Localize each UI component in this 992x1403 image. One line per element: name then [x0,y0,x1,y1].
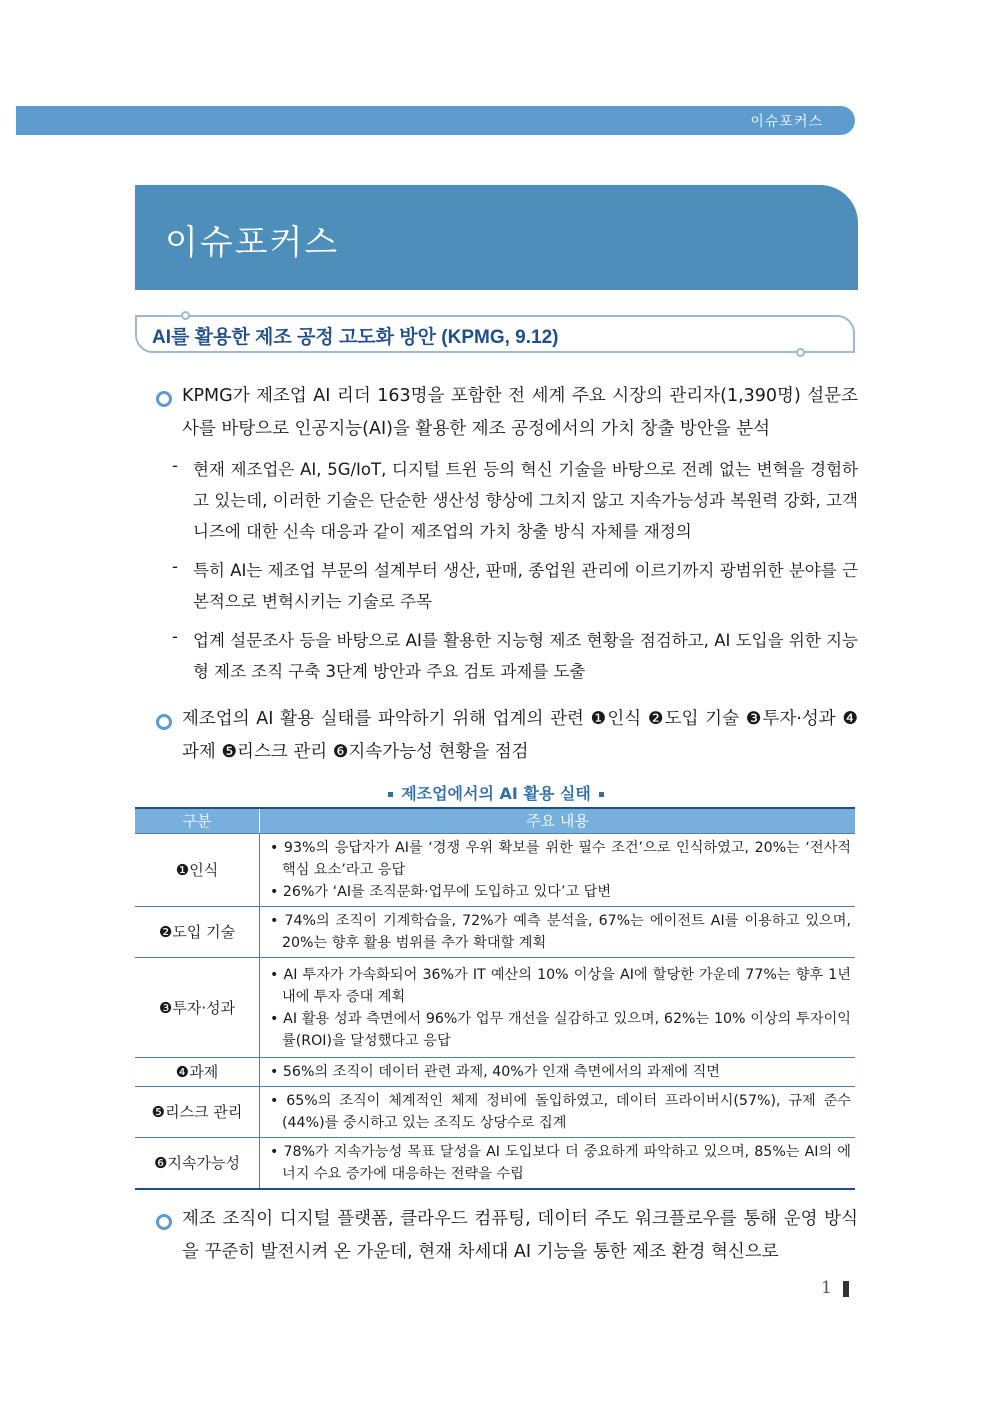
column-header: 주요 내용 [260,808,856,834]
row-item: • 93%의 응답자가 AI를 ‘경쟁 우위 확보를 위한 필수 조건’으로 인식하였고, 20%는 ‘전사적 핵심 요소’라고 응답 [270,840,851,878]
table-row [135,958,855,1058]
row-item: • 65%의 조직이 체계적인 체제 정비에 돌입하였고, 데이터 프라이버시(57%), 규제 준수(44%)를 중시하고 있는 조직도 상당수로 집계 [270,1093,851,1131]
dash-marker: - [172,557,178,576]
banner-title: 이슈포커스 [165,223,340,263]
row-category: ❸투자·성과 [135,958,260,1058]
ai-usage-table [135,807,855,1190]
subheading-frame-dot-top [181,311,190,320]
row-item: • 26%가 ‘AI를 조직문화·업무에 도입하고 있다’고 답변 [270,884,612,900]
row-content [260,834,856,907]
page-number: 1 [821,1278,832,1298]
table-row [135,907,855,958]
row-content [260,1087,856,1138]
sub-paragraph-3: 업계 설문조사 등을 바탕으로 AI를 활용한 지능형 제조 현황을 점검하고, AI 도입을 위한 지능형 제조 조직 구축 3단계 방안과 주요 검토 과제를 도출 [193,631,858,681]
section-banner [135,185,858,290]
sub-paragraph-1: 현재 제조업은 AI, 5G/IoT, 디지털 트윈 등의 혁신 기술을 바탕으로 전례 없는 변혁을 경험하고 있는데, 이러한 기술은 단순한 생산성 향상에 그치지 않고 지속가능성과 복원력 강화, 고객 니즈에 대한 신속 대응과 같이 제조업의 가치 창출 방식 자체를 재정의 [193,460,858,541]
table-title: 제조업에서의 AI 활용 실태 [0,781,992,804]
row-content [260,1138,856,1190]
row-item: • 56%의 조직이 데이터 관련 과제, 40%가 인재 측면에서의 과제에 직면 [270,1064,720,1080]
sub-paragraph-2: 특히 AI는 제조업 부문의 설계부터 생산, 판매, 종업원 관리에 이르기까지 광범위한 분야를 근본적으로 변혁시키는 기술로 주목 [193,561,858,611]
bullet-ring-icon [156,1214,172,1230]
subheading-frame-dot-bottom [796,348,805,357]
row-item: • 78%가 지속가능성 목표 달성을 AI 도입보다 더 중요하게 파악하고 있으며, 85%는 AI의 에너지 수요 증가에 대응하는 전략을 수립 [270,1144,851,1182]
header-section-label: 이슈포커스 [750,114,823,130]
title-square-icon [388,792,393,797]
row-category: ❷도입 기술 [135,907,260,958]
table-row [135,1138,855,1190]
bullet-ring-icon [156,714,172,730]
page-number-bar [843,1281,849,1297]
table-row [135,1058,855,1087]
table-row [135,834,855,907]
bullet-paragraph-3: 제조 조직이 디지털 플랫폼, 클라우드 컴퓨팅, 데이터 주도 워크플로우를 통해 운영 방식을 꾸준히 발전시켜 온 가운데, 현재 차세대 AI 기능을 통한 제조 환경 혁신으로 [182,1209,858,1262]
header-bar [16,106,855,135]
row-category: ❶인식 [135,834,260,907]
dash-marker: - [172,456,178,475]
row-category: ❹과제 [135,1058,260,1087]
row-item: • AI 활용 성과 측면에서 96%가 업무 개선을 실감하고 있으며, 62%는 10% 이상의 투자이익률(ROI)을 달성했다고 응답 [270,1010,851,1049]
dash-marker: - [172,627,178,646]
row-category: ❻지속가능성 [135,1138,260,1190]
column-header: 구분 [135,808,260,834]
title-square-icon [599,792,604,797]
row-category: ❺리스크 관리 [135,1087,260,1138]
bullet-paragraph-2: 제조업의 AI 활용 실태를 파악하기 위해 업계의 관련 ❶인식 ❷도입 기술 ❸투자·성과 ❹과제 ❺리스크 관리 ❻지속가능성 현황을 점검 [182,709,858,762]
row-item: • AI 투자가 가속화되어 36%가 IT 예산의 10% 이상을 AI에 할당한 가운데 77%는 향후 1년 내에 투자 증대 계획 [270,966,851,1005]
table-row [135,1087,855,1138]
article-subheading: AI를 활용한 제조 공정 고도화 방안 (KPMG, 9.12) [152,327,559,348]
row-content [260,1058,856,1087]
bullet-ring-icon [156,391,172,407]
bullet-paragraph-1: KPMG가 제조업 AI 리더 163명을 포함한 전 세계 주요 시장의 관리자(1,390명) 설문조사를 바탕으로 인공지능(AI)을 활용한 제조 공정에서의 가치 창출 방안을 분석 [182,386,858,439]
row-content [260,907,856,958]
row-item: • 74%의 조직이 기계학습을, 72%가 예측 분석을, 67%는 에이전트 AI를 이용하고 있으며, 20%는 향후 활용 범위를 추가 확대할 계획 [270,913,851,951]
row-content [260,958,856,1058]
table-header-row [135,808,855,834]
